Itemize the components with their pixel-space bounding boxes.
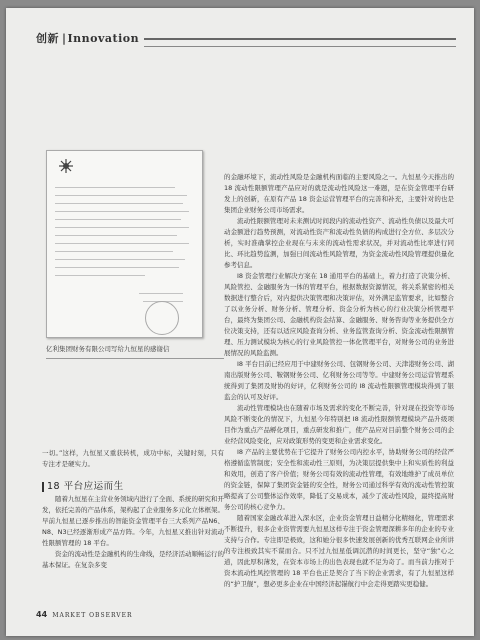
page-footer — [36, 610, 133, 619]
right-column-body — [224, 172, 454, 590]
photo-caption: 亿利集团财务有限公司写给九恒星的感谢信 — [46, 345, 170, 353]
letter-text-line — [55, 211, 189, 212]
letter-text-line — [55, 267, 179, 268]
letter-text-line — [55, 251, 173, 252]
paragraph: 随着国家金融改革进入深水区，企业资金管理日益精分化精细化，管理需求不断提升，很多企业资管需要九恒星这样专注于资金管理深耕多年的企业的专业支持与合作。专注即是极致，这和她分很多快速发展创新的优秀互联网企业所讲的专注极致其实不谋而合。只不过九恒星低调沉潜的时间更长，坚守“独”心之道，因此厚积薄发，在资本市场上的出色表现也就不足为奇了。而当前力推对于资本流动性风控管理的 18 平台也正是契合了当下的企业需求，有了九恒星这样的“护卫舰”，想必更多企业在中国经济起锚航行中会走得更踏实更稳健。 — [224, 514, 454, 588]
section-heading — [42, 478, 124, 492]
letter-text-line — [55, 227, 189, 228]
letter-text-line — [55, 259, 185, 260]
paragraph: 一切。”这样，九恒星又重获转机，成功中标，关键时刻，只有专注才是硬实力。 — [42, 449, 224, 468]
letter-text-line — [55, 187, 175, 188]
section-tag — [36, 30, 139, 46]
company-logo-icon — [59, 159, 73, 173]
section-separator: | — [62, 31, 67, 45]
caption-rule — [46, 358, 224, 359]
left-intro-text — [42, 448, 224, 470]
left-column-body — [42, 494, 224, 571]
paragraph: 流动性管理模块也在随着市场及需求的变化不断完善，针对现在投资等市场风险不断变化的情况下，九恒星今年特别把 I8 流动性限额管理模块产品升级项目作为重点产品孵化项目，重点研发和推广，使产品应对目前整个财务公司的企业经营风险变化，应对政策形势的变更和企业需求变化。 — [224, 404, 454, 445]
paragraph: 随着九恒星在主营业务领域内进行了全面、系统的研究和开发，依托完善的产品体系，架构起了企业服务多元化立体框架。早前九恒星已逐步推出的智能资金管理平台三大系列产品N6、N8、N3已经逐渐形成产品方阵。今年，九恒星又推出针对流动性限额管理的 18 平台。 — [42, 495, 224, 547]
magazine-page — [6, 8, 474, 636]
paragraph: I8 平台目前已经应用于中建财务公司、包钢财务公司、天津港财务公司、湖南出版财务公司、鞍钢财务公司、亿利财务公司等等。中建财务公司运营管理系统得到了集团及财协的好评，亿利财务公司的 I8 流动性限额管理模块得到了银监会的认可及好评。 — [224, 360, 454, 401]
letter-text-line — [55, 219, 181, 220]
letter-text-line — [55, 243, 189, 244]
section-heading-text: 18 平台应运而生 — [47, 481, 124, 492]
letter-text-line — [55, 195, 187, 196]
section-label-cn: 创新 — [36, 32, 59, 45]
letter-text-line — [55, 275, 145, 276]
paragraph: 流动性限额管理对未来测试时间段内的流动性资产、流动性负债以及最大可动金额进行趋势预测，对流动性资产和流动性负债的构成进行全方位、多层次分析，实时准确掌控企业现在与未来的流动性需求状况，并对流动性比率进行同比、环比趋势监测，加强日间流动性风险管理，为资金流动性风险管理提供量化参考信息。 — [224, 217, 454, 269]
paragraph: 的金融环境下，流动性风险是金融机构面临的主要风险之一。九恒星今天推出的 18 流动性限额管理产品应对的就是流动性风险这一难题，是在资金管理平台研发上的创新，在原有产品 18 资金运营管理平台的完善和补充，主要针对的也是集团企业财务公司市场需求。 — [224, 173, 454, 214]
letter-signature-line — [139, 293, 183, 294]
heading-bar — [42, 482, 44, 492]
thank-you-letter-photo — [46, 150, 203, 338]
page-number: 44 — [36, 610, 48, 619]
paragraph: I8 产品的主要优势在于它提升了财务公司内控水平，协助财务公司的经营严格遵循监管制度；安全性和流动性三原则，为决策层提供集中上和实质性的利益和效用，创造了客户价值；财务公司有效的流动性管理，有效地维护了成员单位的资金链，保障了集团资金链的安全性，财务公司通过科学有效的流动性管控策略提高了公司整体运作效率，降低了交易成本，减少了流动性风险，最终提高财务公司的核心竞争力。 — [224, 448, 454, 511]
company-seal — [145, 301, 179, 335]
section-label-en: Innovation — [67, 31, 140, 45]
section-header — [36, 30, 456, 46]
magazine-name: MARKET OBSERVER — [52, 612, 133, 619]
paragraph: I8 资金管理行业解决方案在 18 通用平台的基础上，着力打造了决策分析、风险管控、金融服务为一体的管理平台，根据数据资源情况，将关系紧密的相关数据进行整合后，对内提供决策管理和决策评估，对外满足监管要求，比如整合了以业务分析、财务分析、管理分析、资金分析为核心的行业决策分析管理平台，最终为集团公司、金融机构资金结算、金融服务、财务咨询等业务提供全方位决策支持，还有以适应风险查询分析、业务监管查询分析、资金流动性限额管理、压力测试模块为核心的行业风险管控一体化管理平台，对财务公司的业务进展情况的风险监测。 — [224, 272, 454, 357]
paragraph: 资金的流动性是金融机构的生命线，是经济活动顺畅运行的基本保证。在复杂多变 — [42, 550, 224, 569]
header-rule — [144, 38, 456, 47]
letter-text-line — [55, 235, 177, 236]
letter-text-line — [55, 203, 183, 204]
